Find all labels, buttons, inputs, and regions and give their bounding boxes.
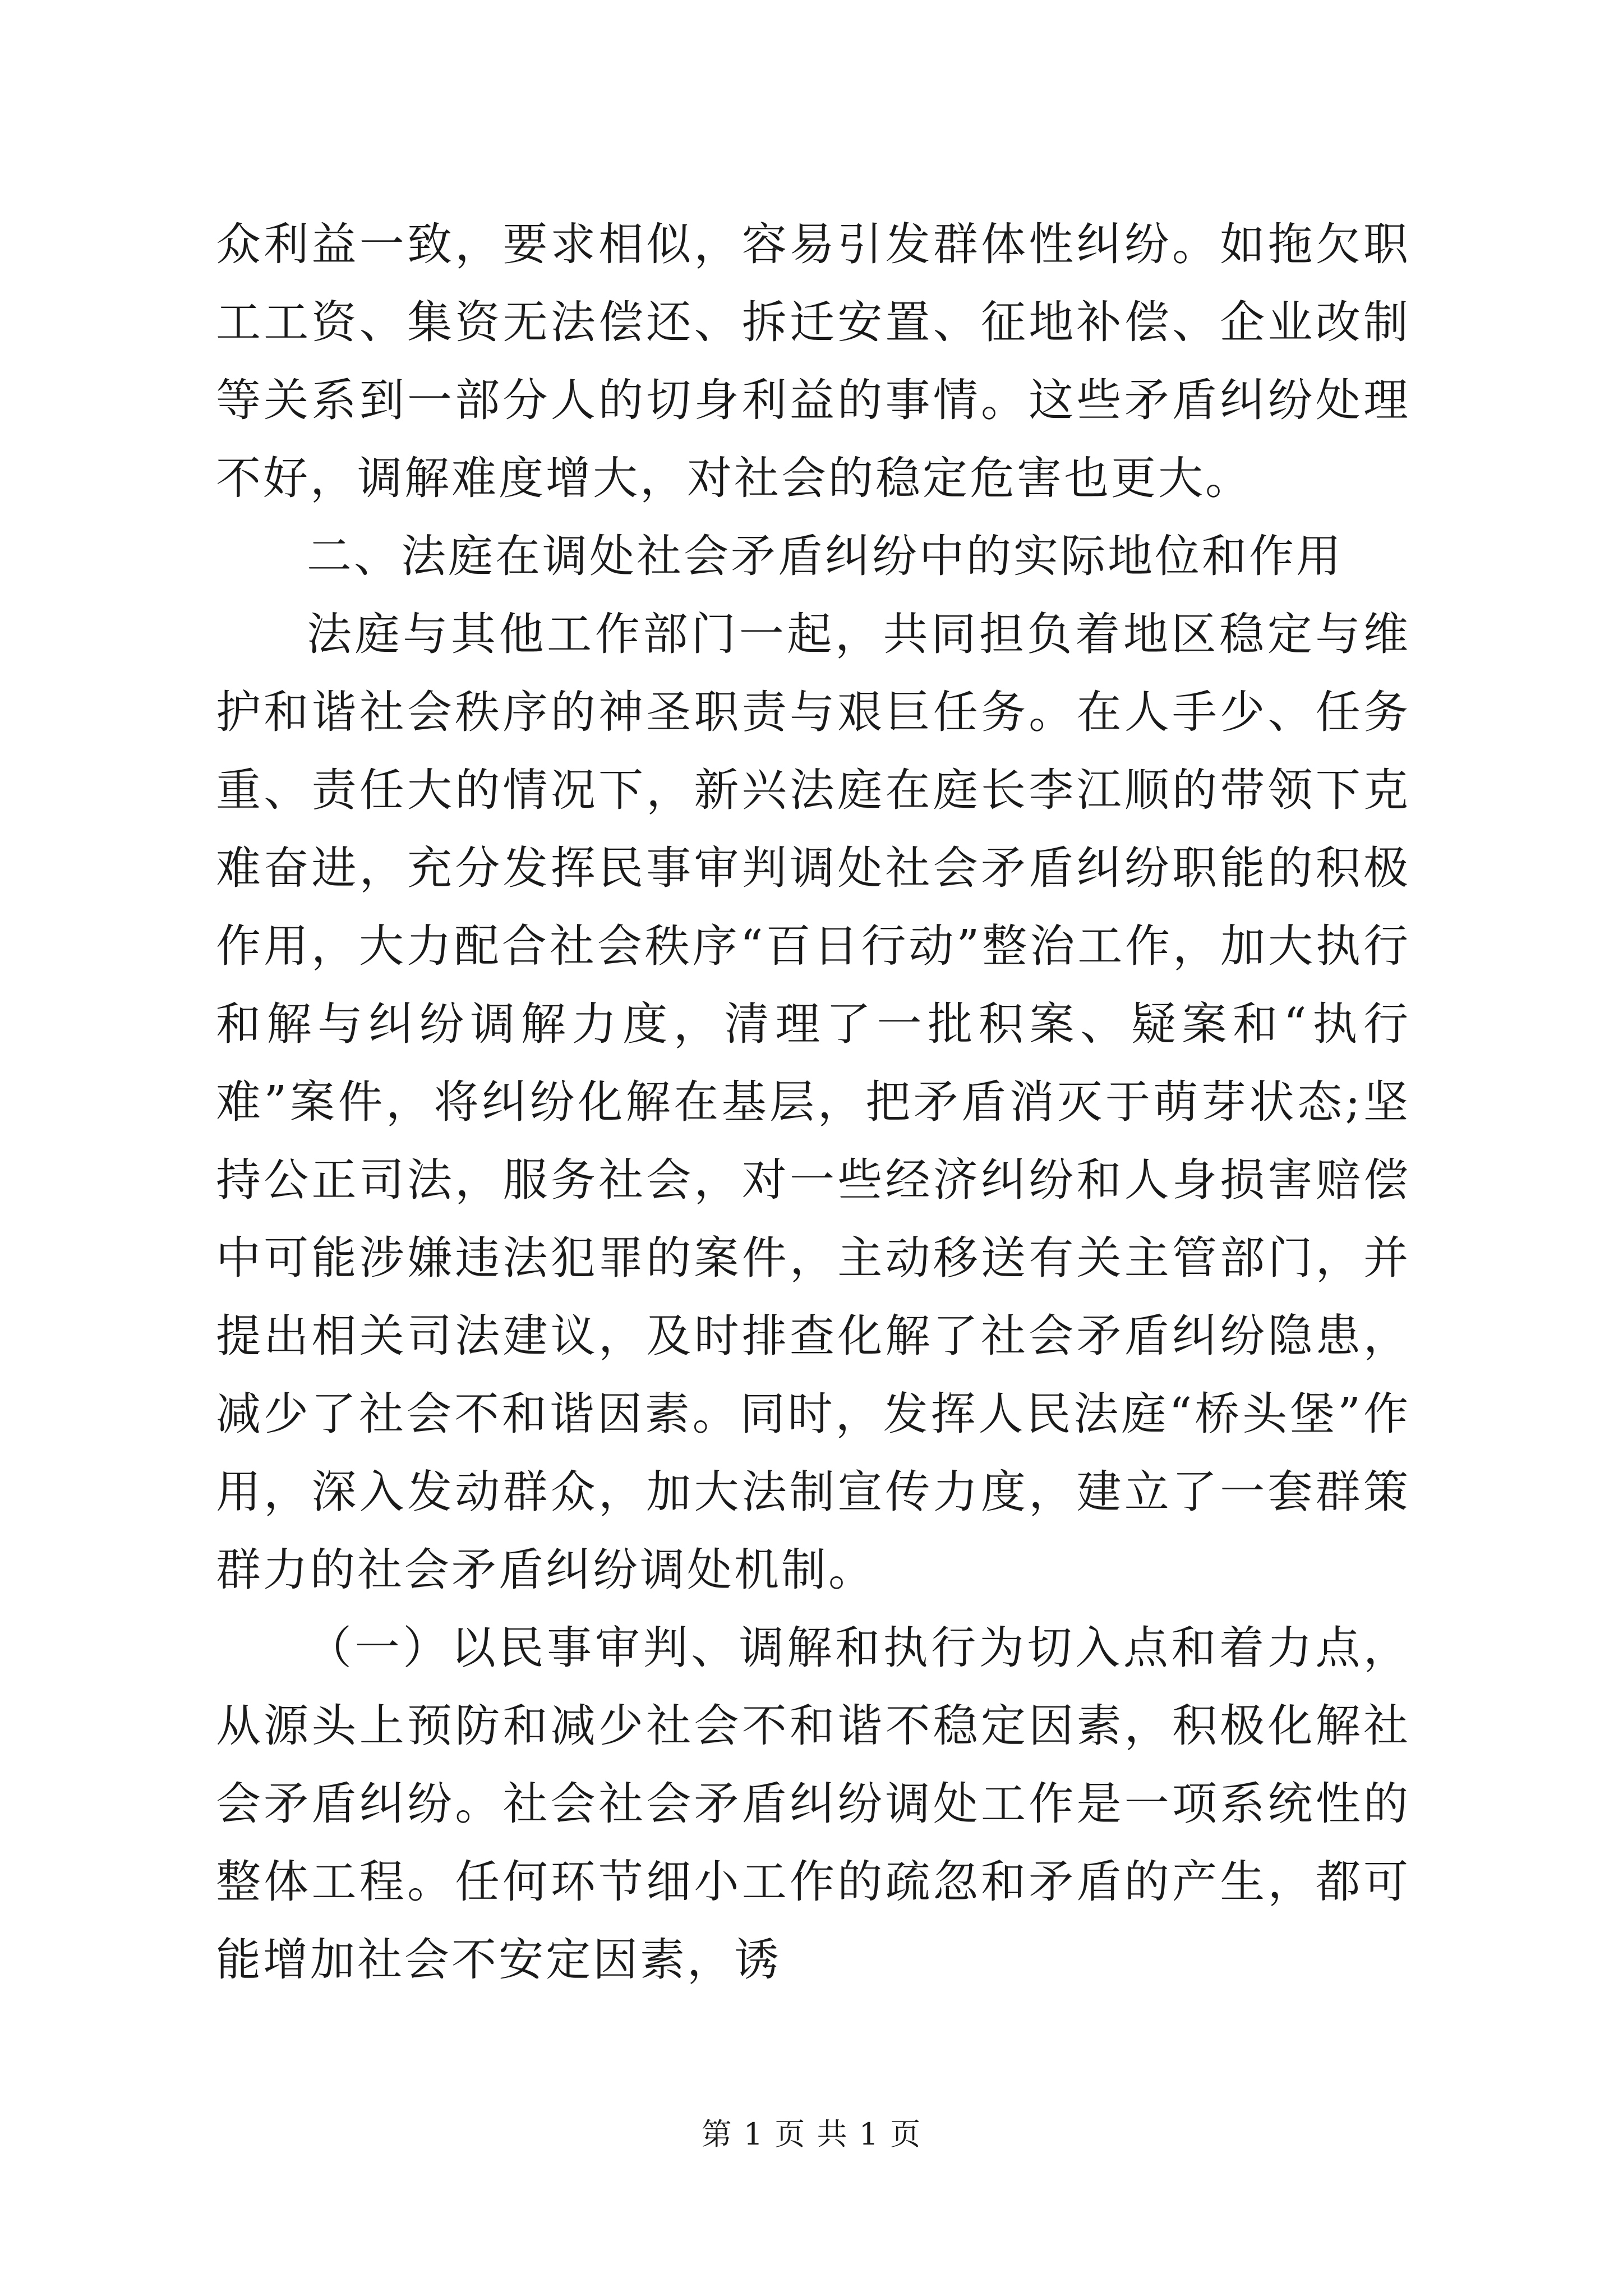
paragraph-continued: 众利益一致，要求相似，容易引发群体性纠纷。如拖欠职工工资、集资无法偿还、拆迁安置、征地补偿、企业改制等关系到一部分人的切身利益的事情。这些矛盾纠纷处理不好，调解难度增大，对社会的稳定危害也更大。 bbox=[216, 218, 1410, 504]
document-body bbox=[216, 205, 1410, 1999]
page-footer: 第 1 页 共 1 页 bbox=[701, 2116, 922, 2152]
paragraph-subsection-1: （一）以民事审判、调解和执行为切入点和着力点，从源头上预防和减少社会不和谐不稳定因素，积极化解社会矛盾纠纷。社会社会矛盾纠纷调处工作是一项系统性的整体工程。任何环节细小工作的疏忽和矛盾的产生，都可能增加社会不安定因素，诱 bbox=[216, 1622, 1410, 1986]
paragraph-court-role: 法庭与其他工作部门一起，共同担负着地区稳定与维护和谐社会秩序的神圣职责与艰巨任务。在人手少、任务重、责任大的情况下，新兴法庭在庭长李江顺的带领下克难奋进，充分发挥民事审判调处社会矛盾纠纷职能的积极作用，大力配合社会秩序“百日行动”整治工作，加大执行和解与纠纷调解力度，清理了一批积案、疑案和“执行难”案件，将纠纷化解在基层，把矛盾消灭于萌芽状态;坚持公正司法，服务社会，对一些经济纠纷和人身损害赔偿中可能涉嫌违法犯罪的案件，主动移送有关主管部门，并提出相关司法建议，及时排查化解了社会矛盾纠纷隐患，减少了社会不和谐因素。同时，发挥人民法庭“桥头堡”作用，深入发动群众，加大法制宣传力度，建立了一套群策群力的社会矛盾纠纷调处机制。 bbox=[216, 608, 1410, 1596]
section-heading-2: 二、法庭在调处社会矛盾纠纷中的实际地位和作用 bbox=[307, 530, 1343, 582]
